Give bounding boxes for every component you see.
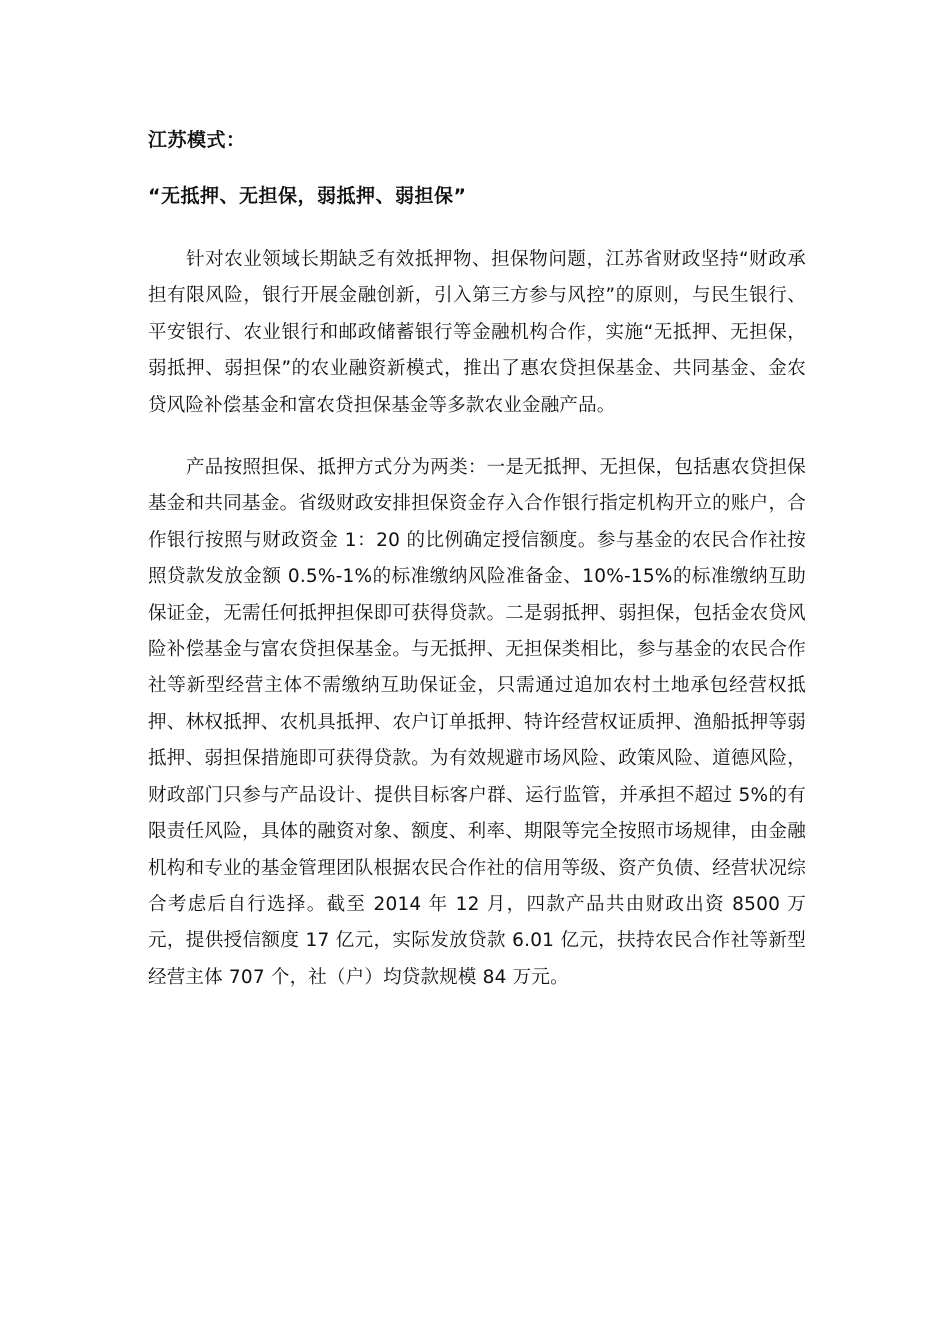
section-heading: 江苏模式： [148, 129, 246, 151]
paragraph-2: 产品按照担保、抵押方式分为两类：一是无抵押、无担保，包括惠农贷担保基金和共同基金。省级财政安排担保资金存入合作银行指定机构开立的账户，合作银行按照与财政资金 1：20 的比例确定授信额度。参与基金的农民合作社按照贷款发放金额 0.5%-1%的标准缴纳风险准备金、10%-15%的标准缴纳互助保证金，无需任何抵押担保即可获得贷款。二是弱抵押、弱担保，包括金农贷风险补偿基金与富农贷担保基金。与无抵押、无担保类相比，参与基金的农民合作社等新型经营主体不需缴纳互助保证金，只需通过追加农村土地承包经营权抵押、林权抵押、农机具抵押、农户订单抵押、特许经营权证质押、渔船抵押等弱抵押、弱担保措施即可获得贷款。为有效规避市场风险、政策风险、道德风险，财政部门只参与产品设计、提供目标客户群、运行监管，并承担不超过 5%的有限责任风险，具体的融资对象、额度、利率、期限等完全按照市场规律，由金融机构和专业的基金管理团队根据农民合作社的信用等级、资产负债、经营状况综合考虑后自行选择。截至 2014 年 12 月，四款产品共由财政出资 8500 万元，提供授信额度 17 亿元，实际发放贷款 6.01 亿元，扶持农民合作社等新型经营主体 707 个，社（户）均贷款规模 84 万元。 [148, 457, 806, 988]
paragraph-1: 针对农业领域长期缺乏有效抵押物、担保物问题，江苏省财政坚持“财政承担有限风险，银行开展金融创新，引入第三方参与风控”的原则，与民生银行、平安银行、农业银行和邮政储蓄银行等金融机构合作，实施“无抵押、无担保，弱抵押、弱担保”的农业融资新模式，推出了惠农贷担保基金、共同基金、金农贷风险补偿基金和富农贷担保基金等多款农业金融产品。 [148, 249, 806, 416]
document-body [148, 118, 806, 996]
section-subheading: “无抵押、无担保，弱抵押、弱担保” [148, 185, 467, 207]
